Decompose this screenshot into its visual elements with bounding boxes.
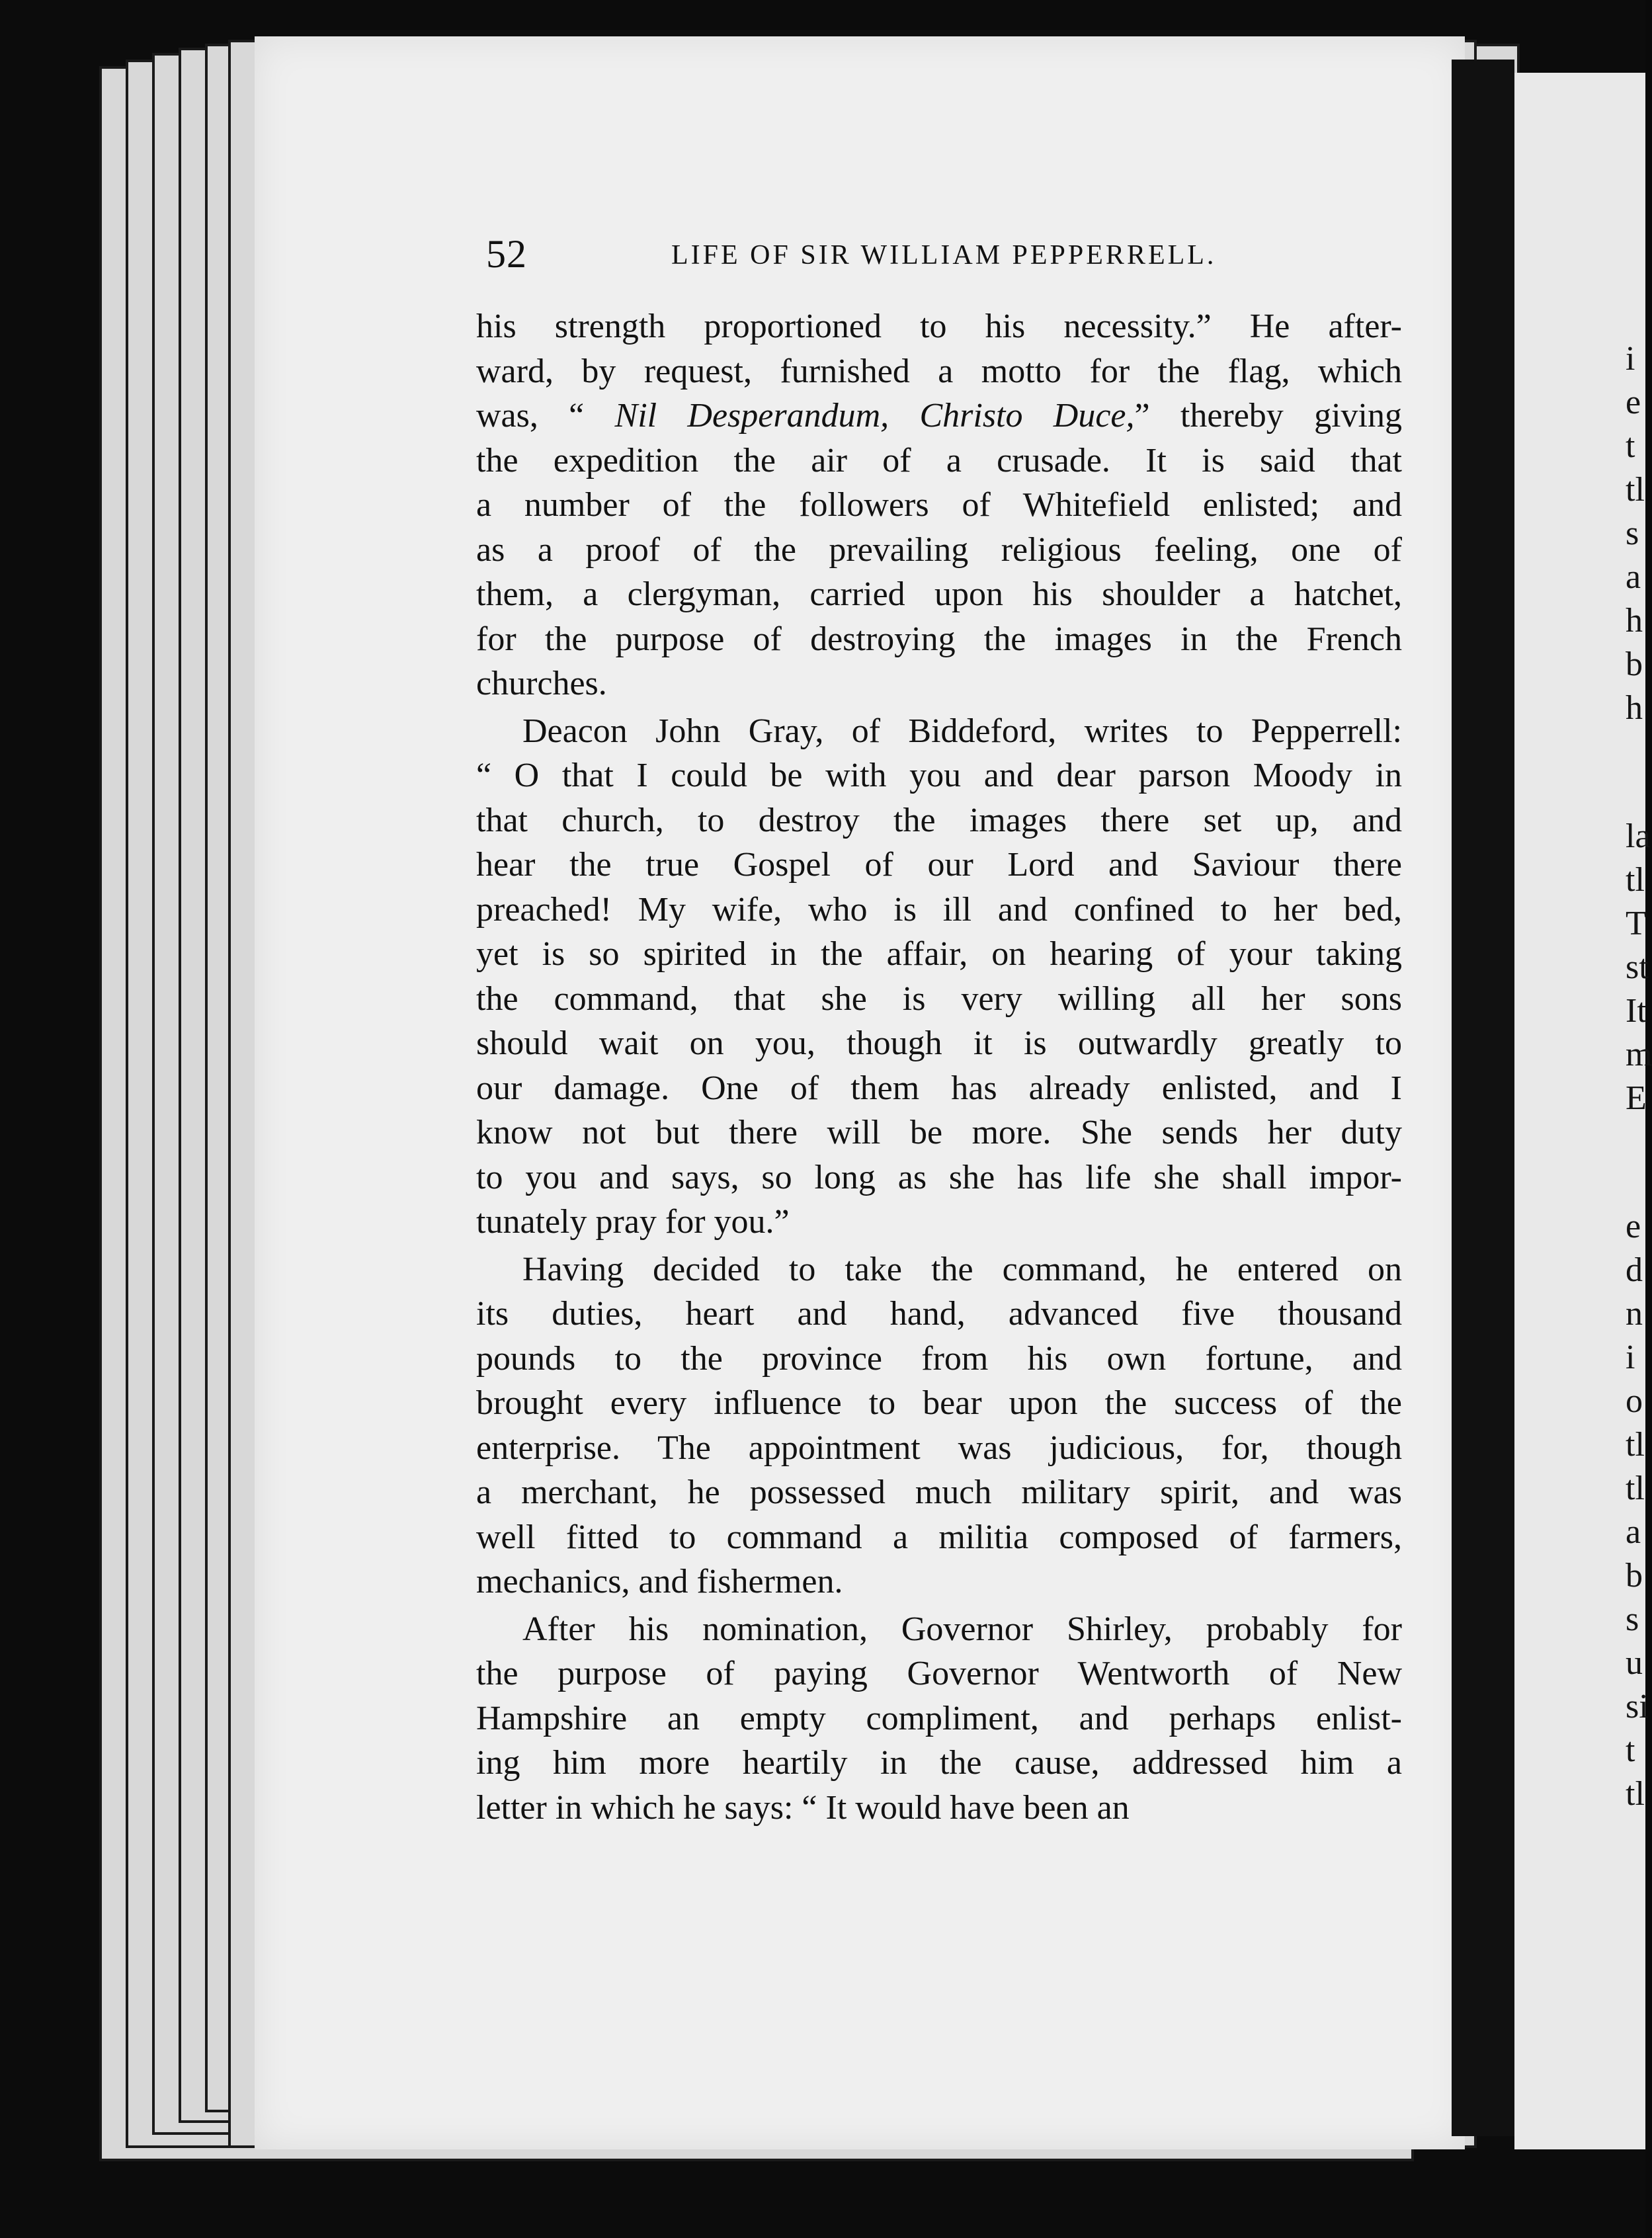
text-line: churches. [476,665,607,702]
facing-fragment: u [1626,1644,1643,1682]
facing-fragment: m [1626,1036,1652,1073]
text-line: letter in which he says: “ It would have been an [476,1788,1130,1827]
body-text [476,304,1402,1830]
text-line: his strength proportioned to his necessity.” He after- [476,308,1402,345]
facing-fragment: tl [1626,1426,1645,1464]
paragraph [476,1247,1402,1604]
text-line: for the purpose of destroying the images in the French [476,620,1402,658]
facing-fragment: tl [1626,861,1645,899]
text-line: the purpose of paying Governor Wentworth of New [476,1655,1402,1692]
facing-fragment: a [1626,558,1641,596]
text-line: ward, by request, furnished a motto for the flag, which [476,352,1402,390]
text-line: the expedition the air of a crusade. It is said that [476,441,1402,479]
running-title: LIFE OF SIR WILLIAM PEPPERRELL. [671,240,1217,270]
text-line: the command, that she is very willing all her sons [476,979,1402,1018]
facing-fragment: b [1626,645,1643,683]
text-line: a merchant, he possessed much military spirit, and was [476,1473,1402,1511]
text-line: tunately pray for you.” [476,1203,790,1241]
facing-fragment: d [1626,1251,1643,1289]
facing-fragment: n [1626,1295,1643,1333]
text-line: hear the true Gospel of our Lord and Saviour there [476,846,1402,884]
facing-fragment: si [1626,1688,1649,1725]
text-line: them, a clergyman, carried upon his shoulder a hatchet, [476,575,1402,613]
facing-fragment: t [1626,427,1635,465]
text-line: enterprise. The appointment was judicious, for, though [476,1429,1402,1467]
text-line: yet is so spirited in the affair, on hearing of your taking [476,935,1402,973]
text-line: Hampshire an empty compliment, and perhaps enlist- [476,1699,1402,1737]
facing-fragment: tl [1626,1775,1645,1813]
facing-fragment: It [1626,992,1647,1030]
page-number: 52 [486,232,527,276]
text-line: “ O that I could be with you and dear parson Moody in [476,757,1402,794]
text-line: our damage. One of them has already enlisted, and I [476,1069,1402,1107]
text-line: After his nomination, Governor Shirley, probably for [522,1610,1402,1648]
facing-fragment: tl [1626,471,1645,509]
facing-fragment: e [1626,384,1641,421]
book-gutter [1452,60,1514,2136]
facing-fragment: T [1626,905,1647,942]
facing-fragment: st [1626,948,1649,986]
facing-fragment: s [1626,1600,1639,1638]
facing-fragment: la [1626,817,1651,855]
text-line: brought every influence to bear upon the success of the [476,1384,1402,1422]
latin-motto: Nil Desperandum, Christo Duce, [614,397,1135,435]
facing-fragment: h [1626,602,1643,640]
text-line: to you and says, so long as she has life she shall impor- [476,1158,1402,1196]
facing-fragment: b [1626,1557,1643,1595]
facing-page-text [1626,337,1652,1816]
text-line: ing him more heartily in the cause, addressed him a [476,1744,1402,1782]
facing-fragment: i [1626,1339,1635,1376]
text-line: pounds to the province from his own fortune, and [476,1339,1402,1378]
text-line: should wait on you, though it is outwardly greatly to [476,1024,1402,1062]
facing-fragment: o [1626,1382,1643,1420]
text-line: know not but there will be more. She sends her duty [476,1114,1402,1151]
text-line: Deacon John Gray, of Biddeford, writes to Pepperrell: [522,712,1402,750]
text-line: a number of the followers of Whitefield enlisted; and [476,486,1402,524]
facing-fragment: s [1626,515,1639,552]
facing-fragment: i [1626,340,1635,378]
facing-fragment: e [1626,1208,1641,1245]
paragraph [476,709,1402,1245]
paragraph [476,304,1402,706]
facing-fragment: a [1626,1513,1641,1551]
facing-fragment: tl [1626,1470,1645,1507]
paragraph [476,1607,1402,1831]
text-line: was, “ Nil Desperandum, Christo Duce,” thereby giving [476,397,1402,435]
facing-fragment: E [1626,1079,1647,1117]
facing-fragment: h [1626,689,1643,727]
text-line: preached! My wife, who is ill and confined to her bed, [476,890,1402,929]
text-line: well fitted to command a militia composed of farmers, [476,1518,1402,1556]
text-line: mechanics, and fishermen. [476,1563,843,1600]
facing-fragment: t [1626,1731,1635,1769]
text-line: its duties, heart and hand, advanced five thousand [476,1295,1402,1333]
text-line: as a proof of the prevailing religious feeling, one of [476,530,1402,569]
running-head [486,231,1438,291]
text-line: Having decided to take the command, he entered on [522,1250,1402,1288]
text-line: that church, to destroy the images there set up, and [476,801,1402,839]
